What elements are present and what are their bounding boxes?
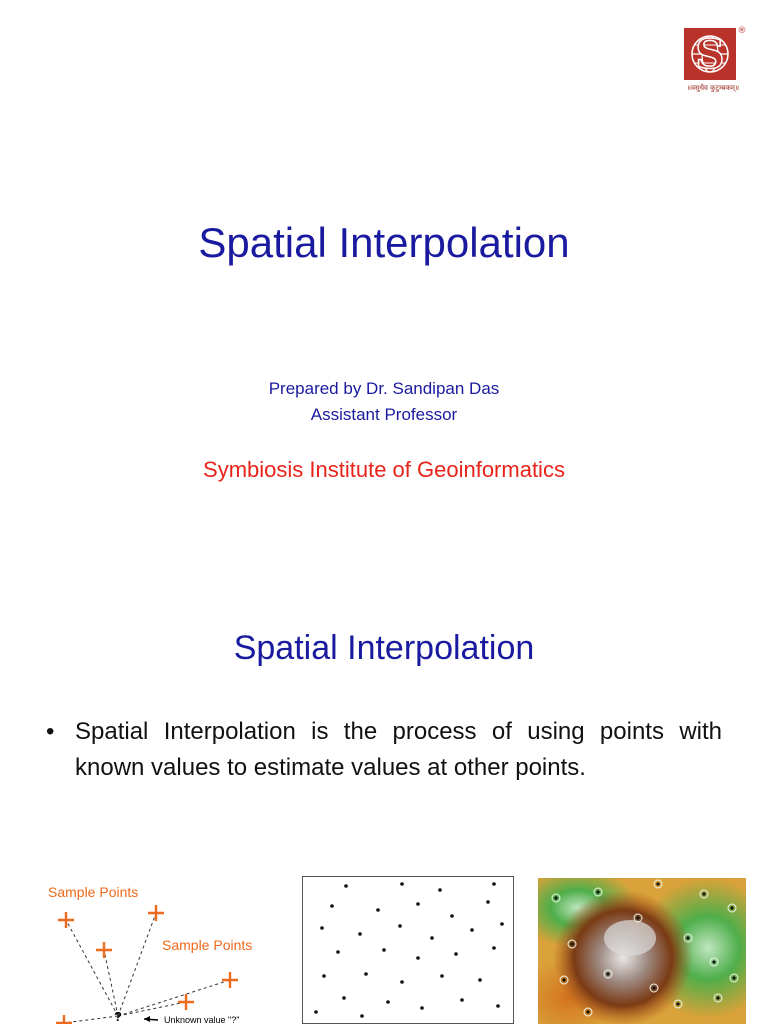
sample-dot <box>438 888 442 892</box>
bullet-icon: • <box>46 718 55 745</box>
sample-dot <box>344 884 348 888</box>
sample-dot <box>360 1014 364 1018</box>
surface-dot <box>636 916 639 919</box>
bullet-text: Spatial Interpolation is the process of using points with known values to estimate values at other points. <box>75 718 722 781</box>
surface-dot <box>712 960 715 963</box>
scattered-points-map <box>302 876 514 1024</box>
prepared-by: Prepared by Dr. Sandipan Das <box>268 379 500 398</box>
sample-dot <box>440 974 444 978</box>
sample-dot <box>500 922 504 926</box>
sample-dot <box>336 950 340 954</box>
slide-title: Spatial Interpolation <box>198 219 570 266</box>
surface-dot <box>554 896 557 899</box>
sample-dot <box>496 1004 500 1008</box>
sample-dot <box>420 1006 424 1010</box>
surface-dot <box>570 942 573 945</box>
sample-dot <box>314 1010 318 1014</box>
sample-points-label-right: Sample Points <box>162 937 253 953</box>
sample-dot <box>382 948 386 952</box>
bullet-item <box>46 714 722 786</box>
surface-dot <box>686 936 689 939</box>
unknown-point-marker: ? <box>114 1009 122 1024</box>
map-frame <box>303 877 514 1024</box>
surface-dot <box>730 906 733 909</box>
sample-dot <box>454 952 458 956</box>
surface-dot <box>596 890 599 893</box>
sample-dot <box>430 936 434 940</box>
arrow-head-icon <box>144 1016 150 1022</box>
surface-dot <box>732 976 735 979</box>
sample-dot <box>358 932 362 936</box>
sample-dot <box>470 928 474 932</box>
surface-dot <box>716 996 719 999</box>
sample-dot <box>386 1000 390 1004</box>
surface-dot <box>702 892 705 895</box>
sample-dot <box>400 980 404 984</box>
surface-dot <box>606 972 609 975</box>
sample-dot <box>486 900 490 904</box>
sample-dot <box>376 908 380 912</box>
logo-tagline: ॥वसुधैव कुटुम्बकम्॥ <box>686 84 740 92</box>
registered-mark: ® <box>737 26 746 36</box>
sample-dot <box>400 882 404 886</box>
sample-dot <box>450 914 454 918</box>
sample-points-label: Sample Points <box>48 884 139 900</box>
logo-letter: S <box>695 31 725 78</box>
sample-dot <box>320 926 324 930</box>
surface-dot <box>586 1010 589 1013</box>
slide-title: Spatial Interpolation <box>233 629 535 667</box>
surface-dot <box>562 978 565 981</box>
sample-dot <box>492 882 496 886</box>
sample-dot <box>460 998 464 1002</box>
sample-points-diagram <box>40 880 268 1024</box>
sample-point-markers <box>56 905 238 1024</box>
surface-dot <box>652 986 655 989</box>
surface-dot <box>676 1002 679 1005</box>
author-position: Assistant Professor <box>310 405 458 424</box>
sample-dot <box>342 996 346 1000</box>
author-block <box>0 376 768 428</box>
sample-dot <box>416 956 420 960</box>
connector-lines <box>64 913 230 1023</box>
surface-peak <box>553 890 693 1024</box>
sample-dot <box>322 974 326 978</box>
interpolated-surface-map <box>538 878 746 1024</box>
sample-dot <box>330 904 334 908</box>
sample-dot <box>364 972 368 976</box>
unknown-value-label: Unknown value "?" <box>164 1015 240 1024</box>
sample-dot <box>398 924 402 928</box>
surface-dot <box>656 882 659 885</box>
institute-name: Symbiosis Institute of Geoinformatics <box>203 457 565 482</box>
sample-dot <box>478 978 482 982</box>
content-slide <box>0 568 768 1024</box>
sample-dot <box>492 946 496 950</box>
sample-dot <box>416 902 420 906</box>
